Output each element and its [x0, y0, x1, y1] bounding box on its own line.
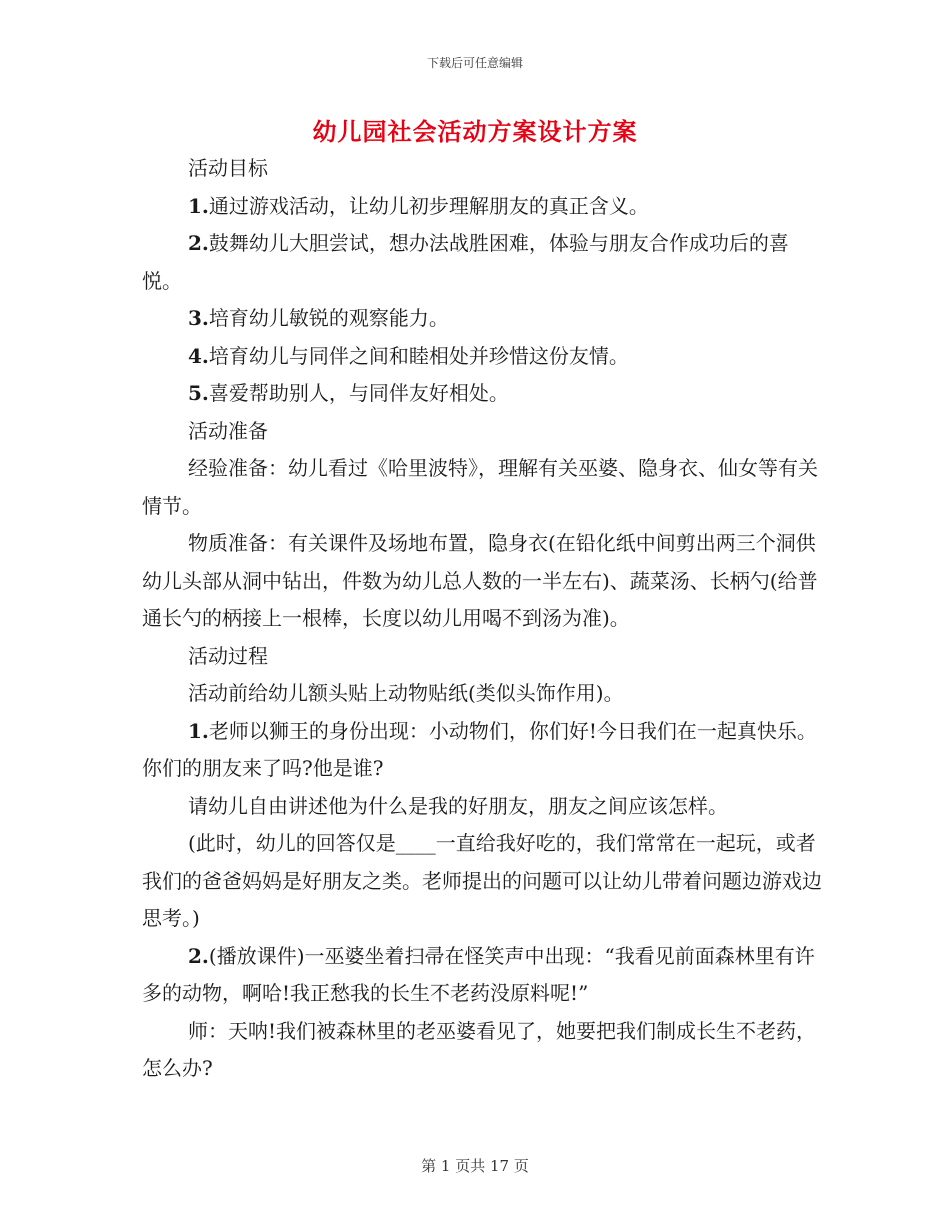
paragraph-10: [142, 675, 822, 713]
paragraph-7: [142, 450, 822, 525]
paragraph-9: [142, 638, 822, 676]
paragraph-text: 活动前给幼儿额头贴上动物贴纸(类似头饰作用)。: [188, 681, 624, 705]
paragraph-text: (此时，幼儿的回答仅是____一直给我好吃的，我们常常在一起玩，或者我们的爸爸妈妈是好朋友之类。老师提出的问题可以让幼儿带着问题边游戏边思考。): [142, 831, 822, 930]
paragraph-number: 1.: [188, 193, 209, 218]
paragraph-text: 通过游戏活动，让幼儿初步理解朋友的真正含义。: [208, 193, 649, 218]
paragraph-text: 培育幼儿与同伴之间和睦相处并珍惜这份友情。: [208, 343, 629, 368]
paragraph-text: 经验准备：幼儿看过《哈里波特》，理解有关巫婆、隐身衣、仙女等有关情节。: [142, 456, 818, 518]
paragraph-text: 活动目标: [188, 156, 268, 180]
paragraph-13: [142, 825, 822, 938]
paragraph-14: [142, 938, 822, 1013]
paragraph-text: 物质准备：有关课件及场地布置，隐身衣(在铅化纸中间剪出两三个洞供幼儿头部从洞中钻出，件数为幼儿总人数的一半左右)、蔬菜汤、长柄勺(给普通长勺的柄接上一根棒，长度以幼儿用喝不到汤为准)。: [142, 531, 818, 630]
paragraph-3: [142, 300, 822, 338]
paragraph-text: 请幼儿自由讲述他为什么是我的好朋友，朋友之间应该怎样。: [188, 793, 728, 818]
paragraph-15: [142, 1013, 822, 1088]
paragraph-1: [142, 188, 822, 226]
paragraph-0: [142, 150, 822, 188]
paragraph-text: (播放课件)一巫婆坐着扫帚在怪笑声中出现：“我看见前面森林里有许多的动物，啊哈!我正愁我的长生不老药没原料呢!”: [142, 943, 815, 1005]
paragraph-2: [142, 225, 822, 300]
paragraph-12: [142, 788, 822, 826]
page-footer: 第 1 页共 17 页: [421, 1157, 529, 1175]
paragraph-text: 活动过程: [188, 643, 268, 668]
paragraph-number: 1.: [188, 718, 209, 743]
paragraph-6: [142, 413, 822, 451]
paragraph-text: 培育幼儿敏锐的观察能力。: [208, 306, 449, 330]
paragraph-text: 活动准备: [188, 418, 268, 443]
header-note: 下载后可任意编辑: [426, 56, 523, 70]
paragraph-text: 师：天呐!我们被森林里的老巫婆看见了，她要把我们制成长生不老药，怎么办?: [142, 1018, 817, 1080]
paragraph-text: 喜爱帮助别人，与同伴友好相处。: [208, 381, 509, 405]
paragraph-8: [142, 525, 822, 638]
paragraph-number: 4.: [188, 343, 209, 368]
paragraph-text: 鼓舞幼儿大胆尝试，想办法战胜困难，体验与朋友合作成功后的喜悦。: [142, 231, 789, 293]
paragraph-5: [142, 375, 822, 413]
paragraph-number: 5.: [188, 381, 209, 405]
paragraph-number: 2.: [188, 943, 209, 968]
paragraph-number: 3.: [188, 306, 209, 330]
paragraph-11: [142, 713, 822, 788]
paragraph-number: 2.: [188, 231, 209, 255]
paragraph-4: [142, 338, 822, 376]
document-body: [142, 150, 822, 1088]
document-title: 幼儿园社会活动方案设计方案: [312, 117, 638, 146]
paragraph-text: 老师以狮王的身份出现：小动物们，你们好!今日我们在一起真快乐。你们的朋友来了吗?他是谁?: [142, 718, 817, 780]
